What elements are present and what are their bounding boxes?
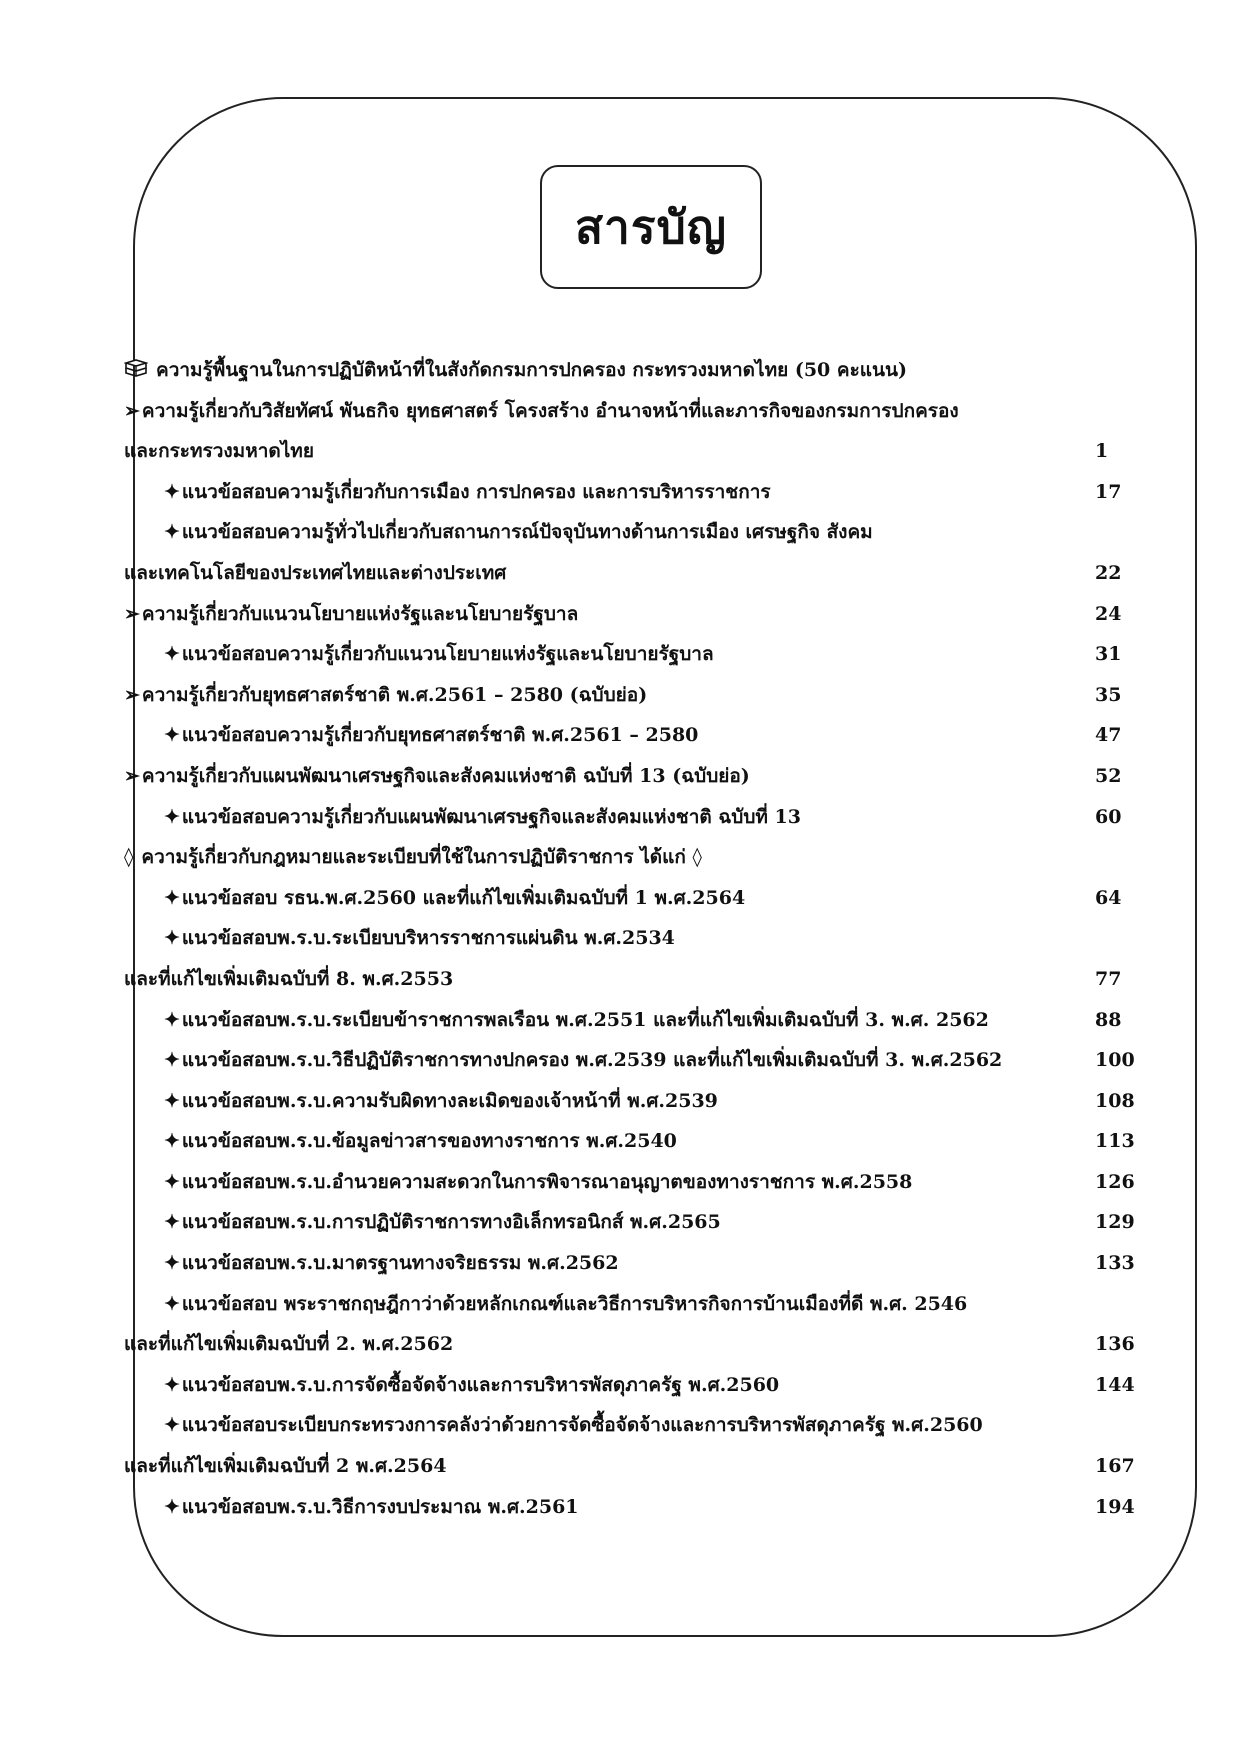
- toc-entry-title: [164, 1284, 967, 1325]
- toc-entry[interactable]: [124, 1040, 1149, 1081]
- toc-page-number: 167: [1095, 1455, 1135, 1478]
- four-point-star-icon: ✦: [164, 1252, 180, 1275]
- page-title: สารบัญ: [574, 199, 727, 254]
- toc-entry[interactable]: [124, 472, 1149, 513]
- arrow-bullet-icon: ➢: [124, 683, 140, 706]
- toc-page-number: 22: [1095, 561, 1122, 584]
- toc-entry-label: แนวข้อสอบความรู้เกี่ยวกับแผนพัฒนาเศรษฐกิจและสังคมแห่งชาติ ฉบับที่ 13: [181, 805, 801, 828]
- toc-entry-label: แนวข้อสอบความรู้เกี่ยวกับการเมือง การปกครอง และการบริหารราชการ: [181, 480, 771, 503]
- toc-entry-label: แนวข้อสอบระเบียบกระทรวงการคลังว่าด้วยการจัดซื้อจัดจ้างและการบริหารพัสดุภาครัฐ พ.ศ.2560: [181, 1414, 983, 1437]
- four-point-star-icon: ✦: [164, 521, 180, 544]
- toc-entry[interactable]: [124, 350, 1149, 391]
- toc-entry-title: [124, 1324, 453, 1365]
- toc-entry-label: แนวข้อสอบพ.ร.บ.ระเบียบบริหารราชการแผ่นดิน พ.ศ.2534: [181, 927, 675, 950]
- toc-entry[interactable]: [124, 1405, 1149, 1446]
- toc-entry[interactable]: [124, 675, 1149, 716]
- toc-page-number: 194: [1095, 1495, 1135, 1518]
- four-point-star-icon: ✦: [164, 927, 180, 950]
- toc-page-number: 52: [1095, 764, 1122, 787]
- four-point-star-icon: ✦: [164, 1089, 180, 1112]
- toc-entry-title: [124, 756, 750, 797]
- toc-page-number: 24: [1095, 602, 1122, 625]
- toc-entry-title: [164, 1081, 718, 1122]
- toc-page-number: 100: [1095, 1049, 1135, 1072]
- four-point-star-icon: ✦: [164, 1211, 180, 1234]
- toc-entry[interactable]: [124, 918, 1149, 959]
- toc-page-number: 17: [1095, 480, 1122, 503]
- toc-page-number: 133: [1095, 1252, 1135, 1275]
- table-of-contents: [124, 350, 1149, 1527]
- book-stack-icon: [124, 359, 148, 379]
- toc-entry-label: แนวข้อสอบพ.ร.บ.ข้อมูลข่าวสารของทางราชการ พ.ศ.2540: [181, 1130, 677, 1153]
- four-point-star-icon: ✦: [164, 480, 180, 503]
- four-point-star-icon: ✦: [164, 1292, 180, 1315]
- four-point-star-icon: ✦: [164, 1008, 180, 1031]
- four-point-star-icon: ✦: [164, 1049, 180, 1072]
- toc-entry-title: [164, 1000, 989, 1041]
- arrow-bullet-icon: ➢: [124, 399, 140, 422]
- toc-entry-title: [164, 472, 771, 513]
- arrow-bullet-icon: ➢: [124, 764, 140, 787]
- toc-entry[interactable]: [124, 553, 1149, 594]
- four-point-star-icon: ✦: [164, 1130, 180, 1153]
- toc-entry[interactable]: [124, 1446, 1149, 1487]
- toc-entry-title: [124, 594, 578, 635]
- toc-entry-title: [124, 431, 314, 472]
- toc-page-number: 88: [1095, 1008, 1122, 1031]
- toc-entry[interactable]: [124, 391, 1149, 432]
- toc-entry[interactable]: [124, 1162, 1149, 1203]
- toc-entry-title: [124, 1446, 447, 1487]
- four-point-star-icon: ✦: [164, 1495, 180, 1518]
- toc-page-number: 64: [1095, 886, 1122, 909]
- toc-entry-label: และกระทรวงมหาดไทย: [124, 440, 314, 463]
- toc-entry[interactable]: [124, 1284, 1149, 1325]
- toc-entry-label: แนวข้อสอบพ.ร.บ.การจัดซื้อจัดจ้างและการบริหารพัสดุภาครัฐ พ.ศ.2560: [181, 1373, 780, 1396]
- toc-entry[interactable]: [124, 634, 1149, 675]
- toc-entry-title: [124, 675, 647, 716]
- toc-entry-title: [164, 634, 714, 675]
- toc-entry[interactable]: [124, 1081, 1149, 1122]
- toc-entry-label: แนวข้อสอบพ.ร.บ.มาตรฐานทางจริยธรรม พ.ศ.2562: [181, 1252, 619, 1275]
- toc-entry[interactable]: [124, 431, 1149, 472]
- toc-entry[interactable]: [124, 959, 1149, 1000]
- toc-page-number: 35: [1095, 683, 1122, 706]
- toc-entry-label: ความรู้พื้นฐานในการปฏิบัติหน้าที่ในสังกัดกรมการปกครอง กระทรวงมหาดไทย (50 คะแนน): [156, 359, 908, 381]
- toc-entry-title: [124, 837, 702, 878]
- toc-entry[interactable]: [124, 1000, 1149, 1041]
- toc-entry-title: [164, 715, 698, 756]
- toc-entry[interactable]: [124, 1202, 1149, 1243]
- toc-entry-title: [164, 797, 801, 838]
- toc-entry-label: แนวข้อสอบพ.ร.บ.อำนวยความสะดวกในการพิจารณาอนุญาตของทางราชการ พ.ศ.2558: [181, 1170, 913, 1193]
- toc-entry-title: [124, 391, 959, 432]
- toc-entry-label: และที่แก้ไขเพิ่มเติมฉบับที่ 8. พ.ศ.2553: [124, 967, 454, 990]
- toc-entry-label: ความรู้เกี่ยวกับยุทธศาสตร์ชาติ พ.ศ.2561 – 2580 (ฉบับย่อ): [141, 683, 648, 706]
- toc-page-number: 60: [1095, 805, 1122, 828]
- toc-entry-label: แนวข้อสอบ รธน.พ.ศ.2560 และที่แก้ไขเพิ่มเติมฉบับที่ 1 พ.ศ.2564: [181, 886, 746, 909]
- toc-entry-label: ความรู้เกี่ยวกับวิสัยทัศน์ พันธกิจ ยุทธศาสตร์ โครงสร้าง อำนาจหน้าที่และภารกิจของกรมการปกครอง: [141, 399, 959, 422]
- toc-entry-label: และที่แก้ไขเพิ่มเติมฉบับที่ 2 พ.ศ.2564: [124, 1455, 447, 1478]
- toc-entry-title: [164, 1405, 983, 1446]
- toc-page-number: 77: [1095, 967, 1122, 990]
- toc-entry[interactable]: [124, 837, 1149, 878]
- toc-entry-title: [124, 959, 453, 1000]
- toc-entry[interactable]: [124, 1487, 1149, 1528]
- toc-entry-title: [164, 1040, 1002, 1081]
- toc-page-number: 108: [1095, 1089, 1135, 1112]
- toc-entry-label: แนวข้อสอบพ.ร.บ.ระเบียบข้าราชการพลเรือน พ.ศ.2551 และที่แก้ไขเพิ่มเติมฉบับที่ 3. พ.ศ. 2562: [181, 1008, 989, 1031]
- toc-entry-title: [164, 1162, 912, 1203]
- four-point-star-icon: ✦: [164, 643, 180, 666]
- toc-entry-label: แนวข้อสอบพ.ร.บ.การปฏิบัติราชการทางอิเล็กทรอนิกส์ พ.ศ.2565: [181, 1211, 721, 1234]
- toc-page-number: 144: [1095, 1373, 1135, 1396]
- toc-entry-label: แนวข้อสอบความรู้เกี่ยวกับยุทธศาสตร์ชาติ พ.ศ.2561 – 2580: [181, 724, 699, 747]
- toc-entry-title: [164, 1365, 779, 1406]
- four-point-star-icon: ✦: [164, 724, 180, 747]
- four-point-star-icon: ✦: [164, 1414, 180, 1437]
- toc-entry-label: และที่แก้ไขเพิ่มเติมฉบับที่ 2. พ.ศ.2562: [124, 1333, 454, 1356]
- toc-entry-label: แนวข้อสอบความรู้ทั่วไปเกี่ยวกับสถานการณ์ปัจจุบันทางด้านการเมือง เศรษฐกิจ สังคม: [181, 521, 873, 544]
- toc-entry-label: ความรู้เกี่ยวกับแนวนโยบายแห่งรัฐและนโยบายรัฐบาล: [141, 602, 579, 625]
- toc-entry-title: [164, 918, 675, 959]
- toc-entry[interactable]: [124, 797, 1149, 838]
- toc-entry-label: ความรู้เกี่ยวกับแผนพัฒนาเศรษฐกิจและสังคมแห่งชาติ ฉบับที่ 13 (ฉบับย่อ): [141, 764, 750, 787]
- toc-entry-label: และเทคโนโลยีของประเทศไทยและต่างประเทศ: [124, 561, 507, 584]
- toc-entry[interactable]: [124, 756, 1149, 797]
- toc-entry[interactable]: [124, 1243, 1149, 1284]
- toc-entry-title: [164, 1243, 619, 1284]
- diamond-outline-icon: ◊: [124, 846, 134, 869]
- toc-entry[interactable]: [124, 512, 1149, 553]
- toc-entry-label: แนวข้อสอบ พระราชกฤษฎีกาว่าด้วยหลักเกณฑ์และวิธีการบริหารกิจการบ้านเมืองที่ดี พ.ศ. 2546: [181, 1292, 968, 1315]
- toc-entry-label: แนวข้อสอบความรู้เกี่ยวกับแนวนโยบายแห่งรัฐและนโยบายรัฐบาล: [181, 643, 714, 666]
- four-point-star-icon: ✦: [164, 805, 180, 828]
- toc-entry-title: [124, 553, 506, 594]
- toc-entry-title: [164, 512, 873, 553]
- toc-entry-label: ความรู้เกี่ยวกับกฎหมายและระเบียบที่ใช้ในการปฏิบัติราชการ ได้แก่ ◊: [141, 846, 702, 869]
- toc-page-number: 113: [1095, 1130, 1135, 1153]
- title-box: [540, 165, 762, 289]
- arrow-bullet-icon: ➢: [124, 602, 140, 625]
- toc-entry-label: แนวข้อสอบพ.ร.บ.ความรับผิดทางละเมิดของเจ้าหน้าที่ พ.ศ.2539: [181, 1089, 718, 1112]
- toc-entry-title: [164, 1121, 677, 1162]
- toc-entry-title: [164, 878, 745, 919]
- toc-page-number: 129: [1095, 1211, 1135, 1234]
- toc-entry[interactable]: [124, 878, 1149, 919]
- toc-entry-title: [164, 1487, 579, 1528]
- four-point-star-icon: ✦: [164, 1373, 180, 1396]
- toc-entry-title: [164, 1202, 721, 1243]
- toc-entry-label: แนวข้อสอบพ.ร.บ.วิธีการงบประมาณ พ.ศ.2561: [181, 1495, 579, 1518]
- toc-page-number: 31: [1095, 643, 1122, 666]
- toc-page-number: 126: [1095, 1170, 1135, 1193]
- toc-entry-title: [124, 350, 907, 391]
- toc-page-number: 136: [1095, 1333, 1135, 1356]
- toc-entry[interactable]: [124, 594, 1149, 635]
- toc-entry[interactable]: [124, 1121, 1149, 1162]
- toc-entry[interactable]: [124, 1324, 1149, 1365]
- toc-entry[interactable]: [124, 1365, 1149, 1406]
- toc-entry-label: แนวข้อสอบพ.ร.บ.วิธีปฏิบัติราชการทางปกครอง พ.ศ.2539 และที่แก้ไขเพิ่มเติมฉบับที่ 3. พ.ศ.2562: [181, 1049, 1003, 1072]
- four-point-star-icon: ✦: [164, 1170, 180, 1193]
- four-point-star-icon: ✦: [164, 886, 180, 909]
- toc-page-number: 47: [1095, 724, 1122, 747]
- toc-entry[interactable]: [124, 715, 1149, 756]
- toc-page-number: 1: [1095, 440, 1109, 463]
